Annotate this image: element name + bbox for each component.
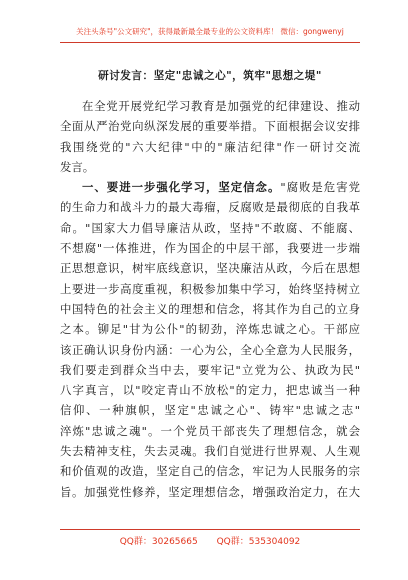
body-line: 我围绕党的"六大纪律"中的"廉洁纪律"作一研讨交流 <box>60 139 360 154</box>
body-line: 在全党开展党纪学习教育是加强党的纪律建设、推动 <box>82 99 360 113</box>
body-line: 八字真言，以"咬定青山不放松"的定力，把忠诚当一种 <box>60 383 360 398</box>
body-line: 上要进一步高度重视，积极参加集中学习，始终坚持树立 <box>60 281 360 296</box>
footer <box>60 534 360 547</box>
body-line: 全面从严治党向纵深发展的重要举措。下面根据会议安排 <box>60 119 360 134</box>
header-rule <box>60 42 360 43</box>
footer-qq-group-1: QQ群：30265665 <box>119 537 198 547</box>
body-line: 命。"国家大力倡导廉洁从政，坚持"不敢腐、不能腐、 <box>60 220 360 235</box>
section-first-line-rest: "腐败是危害党 <box>280 180 360 195</box>
body-line: 淬炼"忠诚之魂"。一个党员干部丧失了理想信念，就会 <box>60 423 360 438</box>
body-line: 的生命力和战斗力的最大毒瘤，反腐败是最彻底的自我革 <box>60 200 360 215</box>
section-first-line <box>60 177 360 197</box>
body-line: 中国特色的社会主义的理想和信念，将其作为自己的立身 <box>60 301 360 316</box>
body-line: 不想腐"一体推进，作为国企的中层干部，我要进一步端 <box>60 241 360 256</box>
footer-rule <box>60 529 360 530</box>
footer-qq-group-2: QQ群：535304092 <box>216 537 301 547</box>
body-line: 发言。 <box>60 159 95 174</box>
body-line: 和价值观的改造，坚定自己的信念，牢记为人民服务的宗 <box>60 464 360 479</box>
document-body <box>60 96 360 502</box>
body-line: 信仰、一种旗帜，坚定"忠诚之心"、铸牢"忠诚之志" <box>60 403 360 418</box>
body-line: 之本。铆足"甘为公仆"的韧劲，淬炼忠诚之心。干部应 <box>60 322 360 337</box>
body-line: 旨。加强党性修养，坚定理想信念，增强政治定力，在大 <box>60 484 360 499</box>
header-notice: 关注头条号"公文研究"，获得最新最全最专业的公文资料库！ 微信：gongwenyj <box>76 27 344 36</box>
document-title: 研讨发言：坚定"忠诚之心"，筑牢"思想之堤" <box>98 70 322 82</box>
section-heading: 一、要进一步强化学习，坚定信念。 <box>82 180 281 195</box>
body-line: 该正确认识身份内涵：一心为公，全心全意为人民服务， <box>60 342 360 357</box>
body-line: 正思想意识，树牢底线意识，坚决廉洁从政，今后在思想 <box>60 261 360 276</box>
body-line: 我们要走到群众当中去，要牢记"立党为公、执政为民" <box>60 362 360 377</box>
body-line: 失去精神支柱，失去灵魂。我们自觉进行世界观、人生观 <box>60 444 360 459</box>
